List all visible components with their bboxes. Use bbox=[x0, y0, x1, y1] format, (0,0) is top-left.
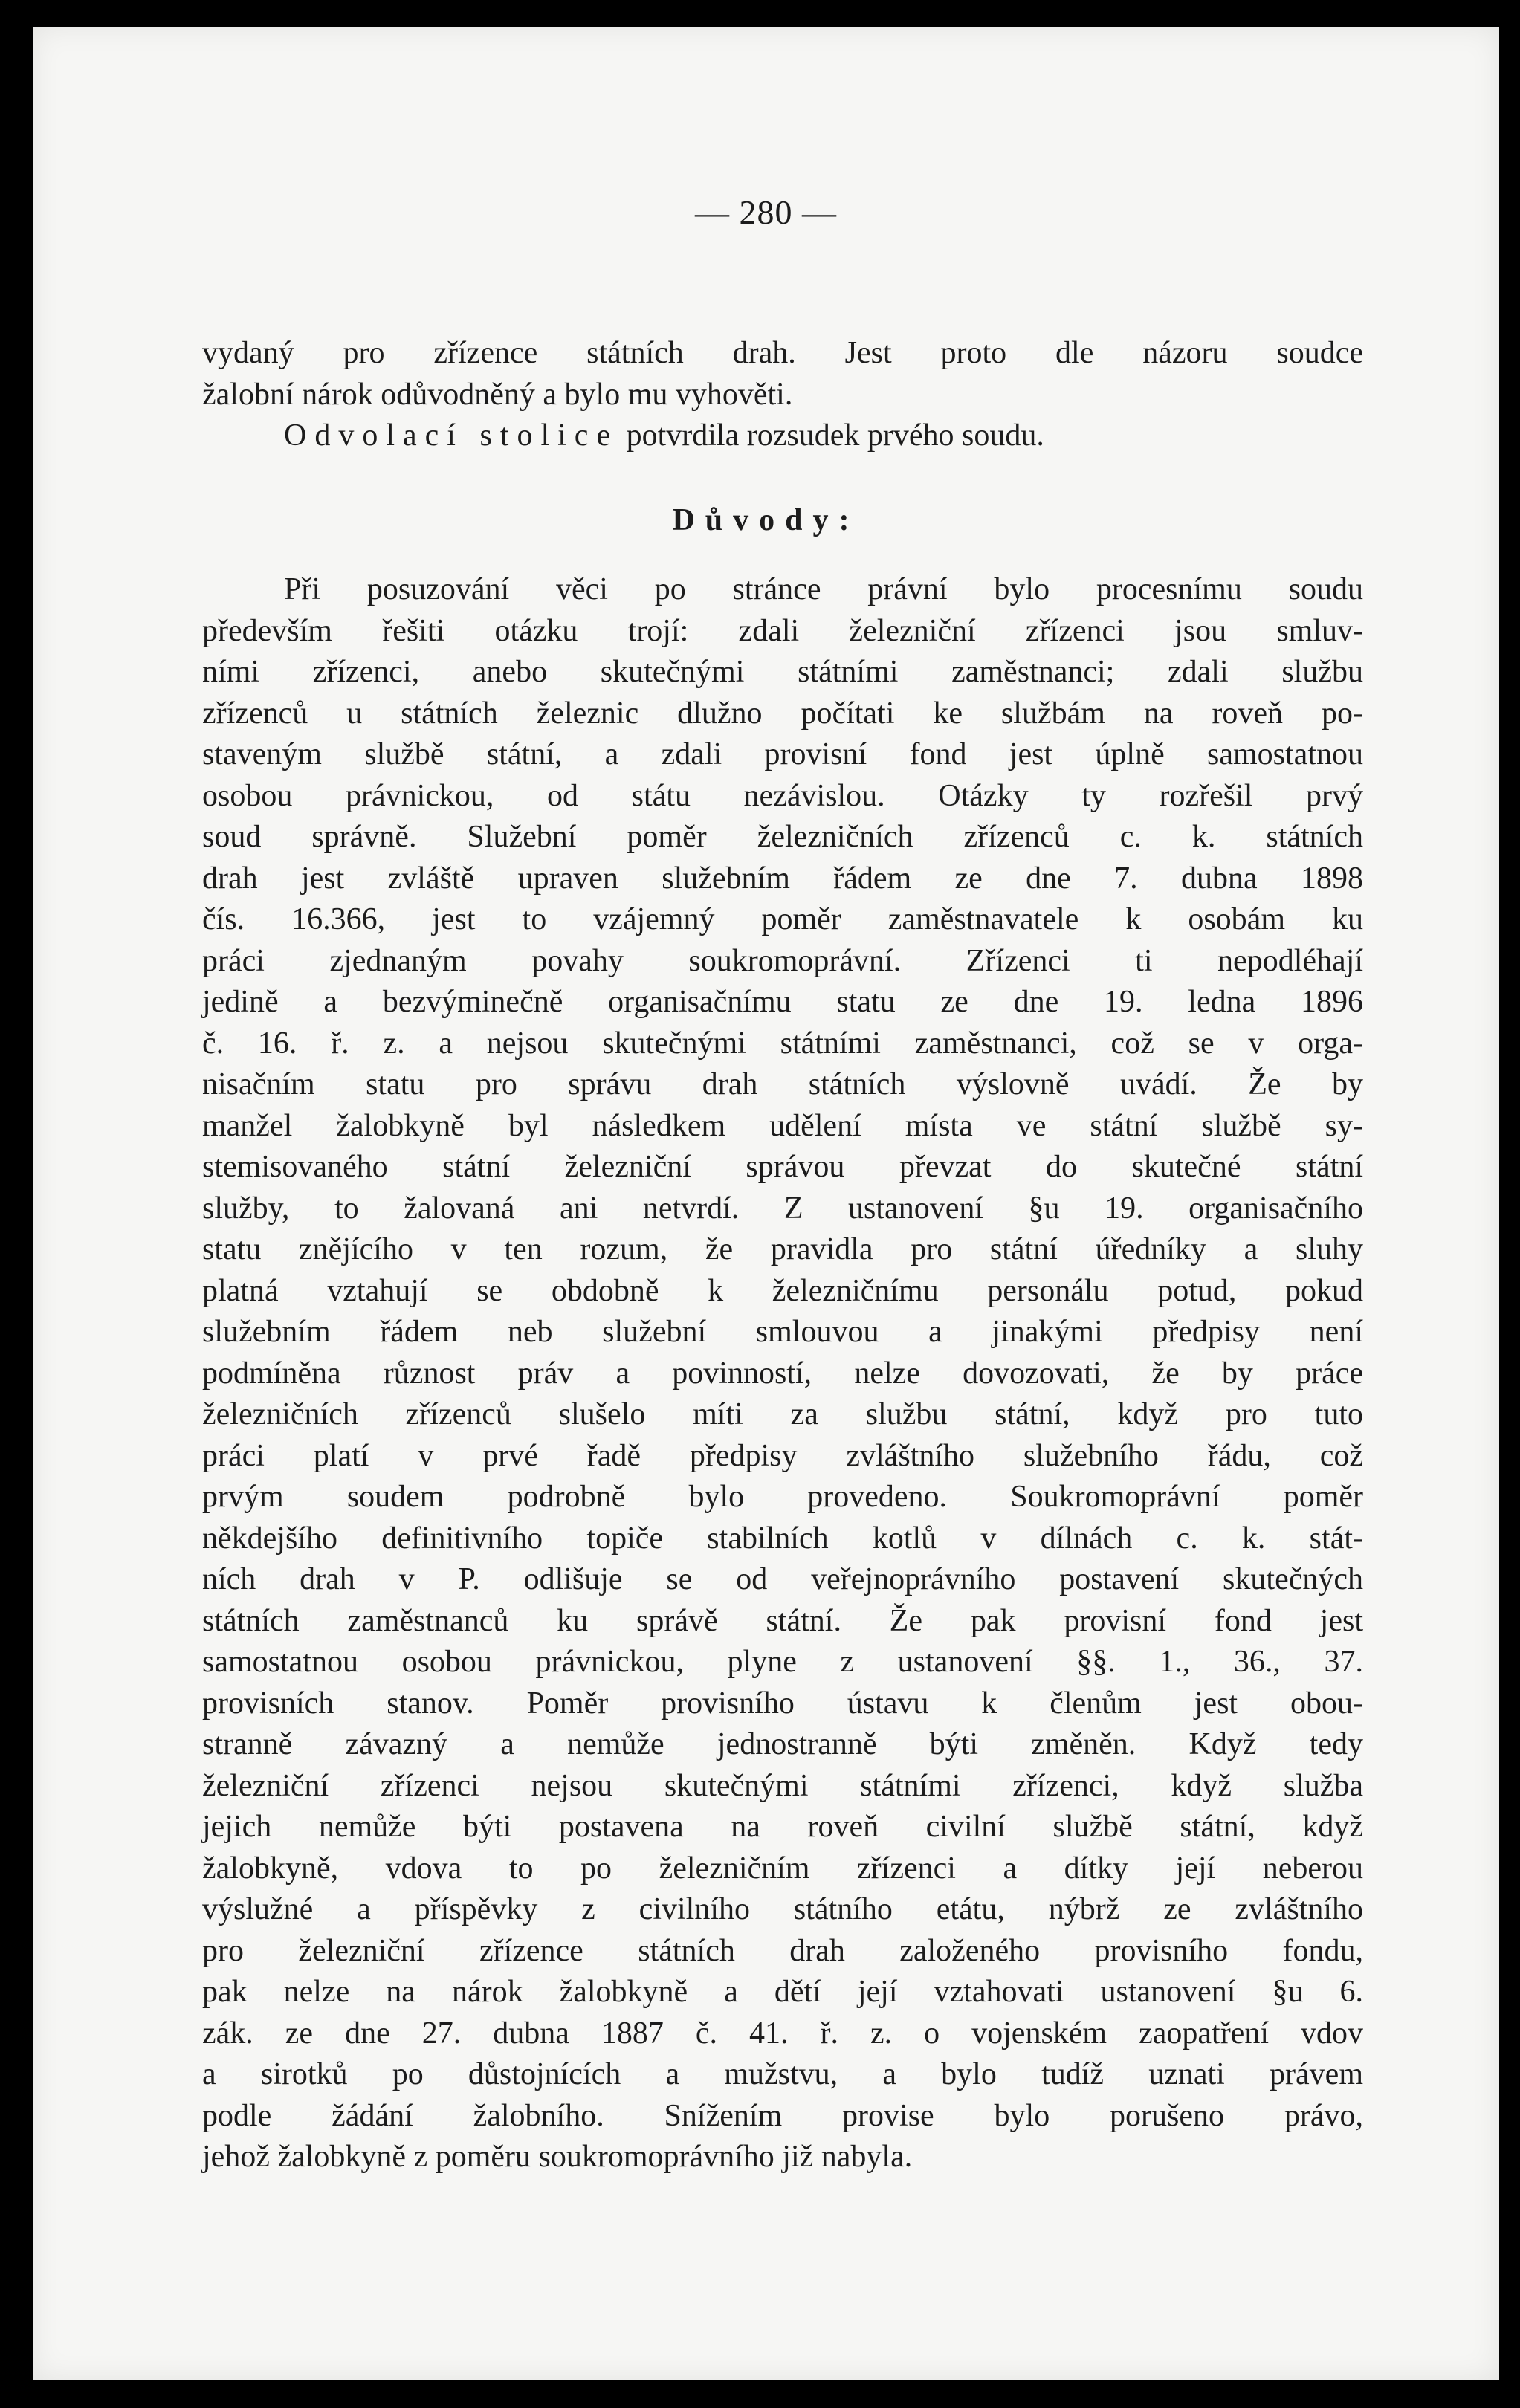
text-line: žalobní nárok odůvodněný a bylo mu vyhověti. bbox=[202, 377, 793, 412]
text-line: manžel žalobkyně byl následkem udělení místa ve státní službě sy- bbox=[202, 1108, 1363, 1143]
text-line: někdejšího definitivního topiče stabilních kotlů v dílnách c. k. stát- bbox=[202, 1521, 1363, 1556]
text-line: jehož žalobkyně z poměru soukromoprávního již nabyla. bbox=[202, 2140, 913, 2174]
text-line: Při posuzování věci po stránce právní bylo procesnímu soudu bbox=[284, 572, 1363, 606]
document-page bbox=[33, 27, 1499, 2380]
text-line: žalobkyně, vdova to po železničním zřízenci a dítky její neberou bbox=[202, 1851, 1363, 1886]
text-line: výslužné a příspěvky z civilního státního etátu, nýbrž ze zvláštního bbox=[202, 1892, 1363, 1926]
text-line: práci platí v prvé řadě předpisy zvláštního služebního řádu, což bbox=[202, 1438, 1363, 1473]
page-number: — 280 — bbox=[695, 193, 837, 231]
text-line: zřízenců u státních železnic dlužno počítati ke službám na roveň po- bbox=[202, 696, 1363, 731]
intro-paragraph bbox=[202, 333, 1363, 457]
text-line: jejich nemůže býti postavena na roveň civilní službě státní, když bbox=[202, 1810, 1363, 1844]
text-line: především řešiti otázku trojí: zdali železniční zřízenci jsou smluv- bbox=[202, 613, 1363, 648]
text-line: č. 16. ř. z. a nejsou skutečnými státními zaměstnanci, což se v orga- bbox=[202, 1026, 1363, 1061]
text-line: jedině a bezvýminečně organisačnímu statu ze dne 19. ledna 1896 bbox=[202, 985, 1363, 1019]
text-line: provisních stanov. Poměr provisního ústavu k členům jest obou- bbox=[202, 1686, 1363, 1721]
text-line: stranně závazný a nemůže jednostranně býti změněn. Když tedy bbox=[202, 1727, 1363, 1761]
text-line: stemisovaného státní železniční správou převzat do skutečné státní bbox=[202, 1150, 1363, 1184]
text-line: železničních zřízenců slušelo míti za službu státní, když pro tuto bbox=[202, 1397, 1363, 1431]
court-label: Odvolací stolice bbox=[284, 418, 619, 453]
text-line: osobou právnickou, od státu nezávislou. Otázky ty rozřešil prvý bbox=[202, 778, 1363, 813]
text-line: čís. 16.366, jest to vzájemný poměr zaměstnavatele k osobám ku bbox=[202, 902, 1363, 936]
text-line: samostatnou osobou právnickou, plyne z ustanovení §§. 1., 36., 37. bbox=[202, 1645, 1363, 1679]
text-line: podmíněna různost práv a povinností, nelze dovozovati, že by práce bbox=[202, 1356, 1363, 1391]
text-line: státních zaměstnanců ku správě státní. Že pak provisní fond jest bbox=[202, 1603, 1363, 1638]
text-line: soud správně. Služební poměr železničních zřízenců c. k. státních bbox=[202, 820, 1363, 854]
section-heading: Důvody: bbox=[672, 503, 860, 537]
text-line: vydaný pro zřízence státních drah. Jest proto dle názoru soudce bbox=[202, 336, 1363, 370]
text-line: služby, to žalovaná ani netvrdí. Z ustanovení §u 19. organisačního bbox=[202, 1191, 1363, 1226]
text-line: a sirotků po důstojnících a mužstvu, a bylo tudíž uznati právem bbox=[202, 2057, 1363, 2091]
text-line: ními zřízenci, anebo skutečnými státními zaměstnanci; zdali službu bbox=[202, 655, 1363, 689]
text-line: podle žádání žalobního. Snížením provise bylo porušeno právo, bbox=[202, 2098, 1363, 2133]
text-line: drah jest zvláště upraven služebním řádem ze dne 7. dubna 1898 bbox=[202, 861, 1363, 896]
text-line: statu znějícího v ten rozum, že pravidla pro státní úředníky a sluhy bbox=[202, 1232, 1363, 1266]
reasons-paragraph bbox=[202, 569, 1363, 2178]
text-line: prvým soudem podrobně bylo provedeno. Soukromoprávní poměr bbox=[202, 1480, 1363, 1514]
court-rest: potvrdila rozsudek prvého soudu. bbox=[618, 418, 1044, 453]
text-line: pro železniční zřízence státních drah založeného provisního fondu, bbox=[202, 1933, 1363, 1968]
text-line: nisačním statu pro správu drah státních výslovně uvádí. Že by bbox=[202, 1067, 1363, 1101]
court-decision-line bbox=[202, 415, 1363, 457]
text-line: pak nelze na nárok žalobkyně a dětí její vztahovati ustanovení §u 6. bbox=[202, 1975, 1363, 2009]
text-line: platná vztahují se obdobně k železničnímu personálu potud, pokud bbox=[202, 1273, 1363, 1308]
text-line: zák. ze dne 27. dubna 1887 č. 41. ř. z. o vojenském zaopatření vdov bbox=[202, 2016, 1363, 2051]
text-line: služebním řádem neb služební smlouvou a jinakými předpisy není bbox=[202, 1315, 1363, 1349]
text-line: staveným službě státní, a zdali provisní fond jest úplně samostatnou bbox=[202, 737, 1363, 771]
text-line: železniční zřízenci nejsou skutečnými státními zřízenci, když služba bbox=[202, 1768, 1363, 1803]
text-line: práci zjednaným povahy soukromoprávní. Zřízenci ti nepodléhají bbox=[202, 943, 1363, 978]
text-line: ních drah v P. odlišuje se od veřejnoprávního postavení skutečných bbox=[202, 1562, 1363, 1596]
